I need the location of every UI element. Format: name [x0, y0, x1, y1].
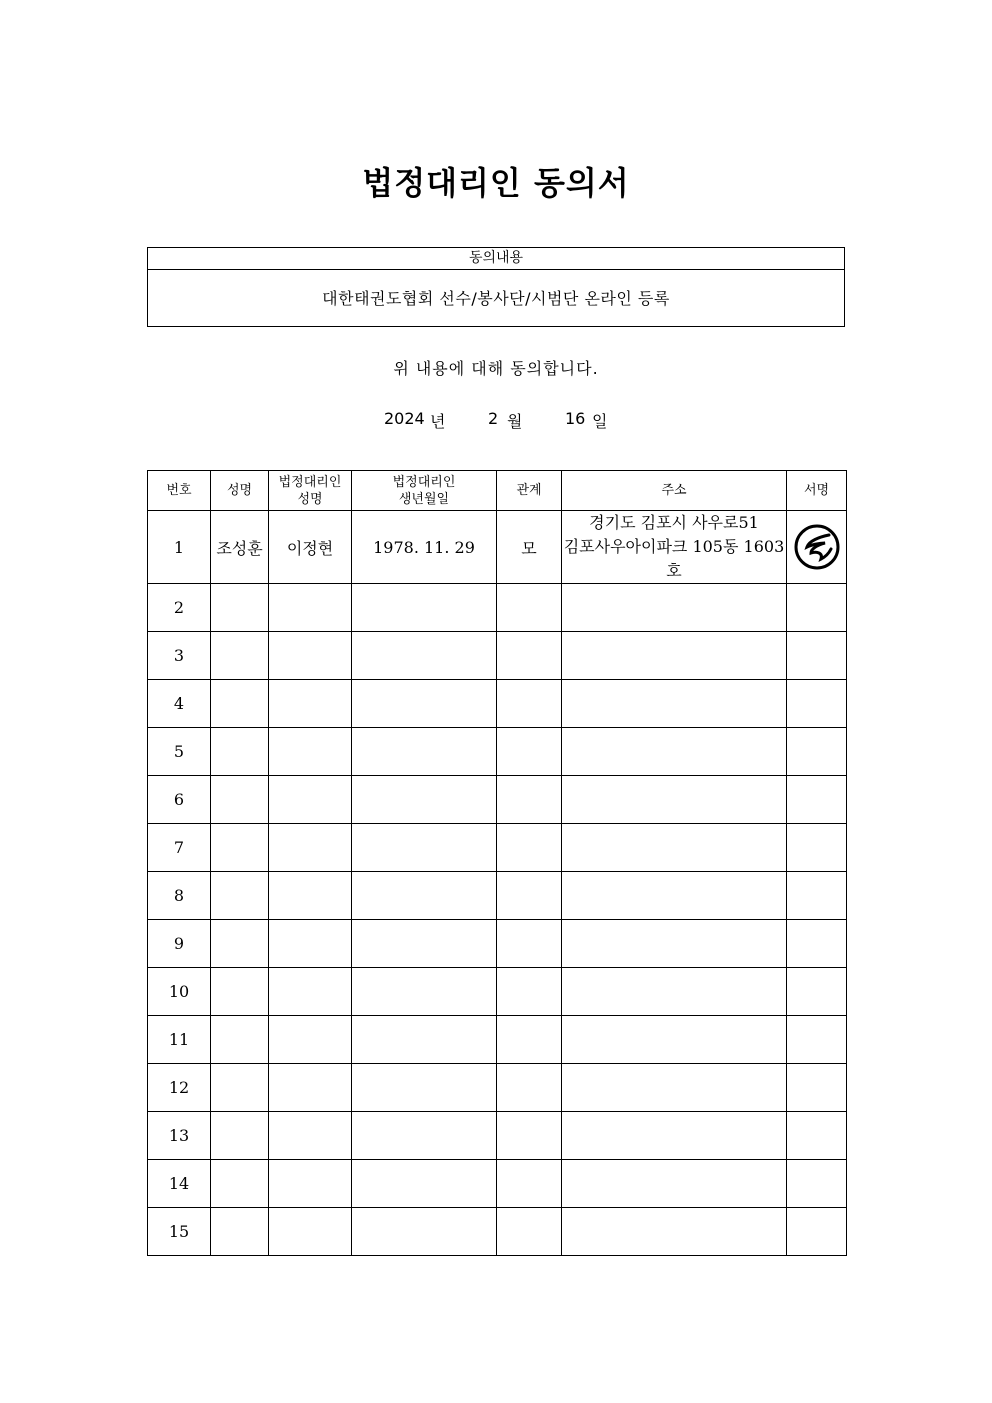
cell-no: 6 [148, 776, 211, 824]
cell-no: 4 [148, 680, 211, 728]
header-relation: 관계 [497, 471, 562, 511]
signature-mark-icon [793, 523, 841, 571]
cell-no: 14 [148, 1160, 211, 1208]
table-row [148, 632, 847, 680]
table-row [148, 872, 847, 920]
table-row [148, 680, 847, 728]
header-name: 성명 [211, 471, 269, 511]
agreement-statement: 위 내용에 대해 동의합니다. [393, 359, 599, 378]
header-guardian-name: 법정대리인 성명 [269, 471, 352, 511]
date-day: 16 [565, 409, 586, 428]
cell-birth: 1978. 11. 29 [352, 511, 497, 584]
cell-no: 12 [148, 1064, 211, 1112]
cell-guardian: 이정현 [269, 511, 352, 584]
cell-no: 10 [148, 968, 211, 1016]
consent-box [147, 247, 845, 327]
cell-no: 3 [148, 632, 211, 680]
cell-no: 11 [148, 1016, 211, 1064]
header-guardian-birth: 법정대리인 생년월일 [352, 471, 497, 511]
cell-address: 경기도 김포시 사우로51 김포사우아이파크 105동 1603호 [562, 511, 787, 584]
date-day-unit: 일 [592, 412, 608, 431]
date-line [0, 409, 992, 433]
table-row [148, 584, 847, 632]
header-signature: 서명 [787, 471, 847, 511]
cell-no: 1 [148, 511, 211, 584]
cell-name: 조성훈 [211, 511, 269, 584]
consent-header: 동의내용 [148, 248, 844, 270]
cell-no: 7 [148, 824, 211, 872]
cell-no: 9 [148, 920, 211, 968]
table-row [148, 776, 847, 824]
date-month-unit: 월 [507, 412, 523, 431]
cell-no: 8 [148, 872, 211, 920]
table-row [148, 511, 847, 584]
table-row [148, 1016, 847, 1064]
table-row [148, 1064, 847, 1112]
cell-no: 5 [148, 728, 211, 776]
table-row [148, 824, 847, 872]
consent-content: 대한태권도협회 선수/봉사단/시범단 온라인 등록 [322, 289, 670, 308]
cell-no: 15 [148, 1208, 211, 1256]
document-title: 법정대리인 동의서 [362, 164, 630, 202]
table-row [148, 1112, 847, 1160]
table-row [148, 728, 847, 776]
table-row [148, 1208, 847, 1256]
date-month: 2 [488, 409, 499, 428]
cell-relation: 모 [497, 511, 562, 584]
header-address: 주소 [562, 471, 787, 511]
cell-no: 13 [148, 1112, 211, 1160]
date-year-unit: 년 [430, 412, 446, 431]
signature-cell [787, 511, 847, 584]
header-no: 번호 [148, 471, 211, 511]
date-year: 2024 [384, 409, 425, 428]
cell-no: 2 [148, 584, 211, 632]
table-row [148, 1160, 847, 1208]
guardian-table [147, 470, 847, 1256]
table-row [148, 920, 847, 968]
table-row [148, 968, 847, 1016]
table-header-row [148, 471, 847, 511]
